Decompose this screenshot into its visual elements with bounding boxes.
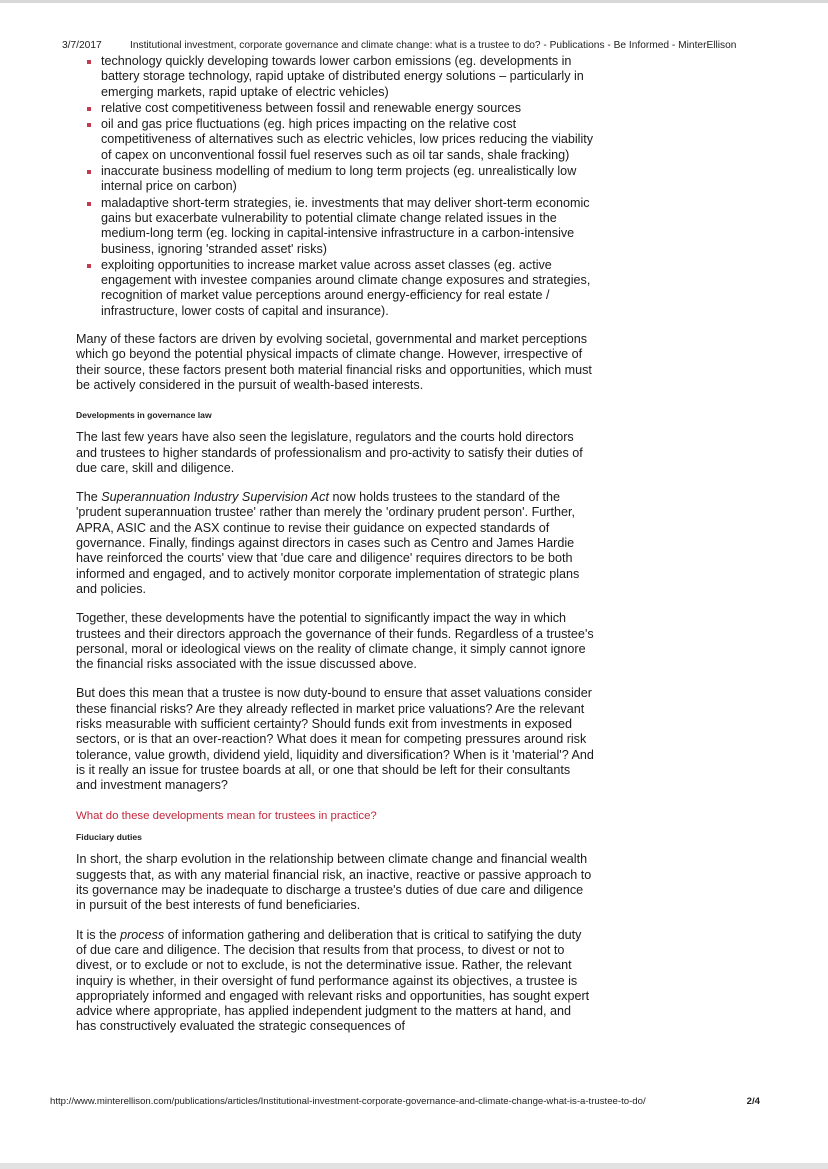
- print-date: 3/7/2017: [62, 40, 102, 51]
- paragraph-questions: But does this mean that a trustee is now duty-bound to ensure that asset valuations consider these financial risks? Are they already reflected in market price valuations? Are the relevant risks measurable with sufficient certainty? Should funds exit from investments in exposed sectors, or is that an over-reaction? What does it mean for competing pressures around risk tolerance, value growth, dividend yield, liquidity and diversification? When is it 'material'? And is it really an issue for trustee boards at all, or one that should be left for their consultants and investment managers?: [76, 686, 594, 793]
- act-name: Superannuation Industry Supervision Act: [101, 490, 329, 505]
- list-item: technology quickly developing towards lower carbon emissions (eg. developments in battery storage technology, rapid uptake of distributed energy solutions – particularly in emerging markets, rapid uptake of electric vehicles): [97, 54, 594, 100]
- risk-factor-list: [76, 54, 594, 319]
- list-item: inaccurate business modelling of medium to long term projects (eg. unrealistically low internal price on carbon): [97, 164, 594, 195]
- paragraph-process-lead: It is the: [76, 927, 121, 942]
- section-heading-in-practice: What do these developments mean for trustees in practice?: [76, 810, 377, 823]
- paragraph-process-rest: of information gathering and deliberation that is critical to satifying the duty of due care and diligence. The decision that results from that process, to divest or not to divest, or to exclude or not to exclude, is not the determinative issue. Rather, the relevant inquiry is whether, in their oversight of fund performance against its objectives, a trustee is appropriately informed and engaged with relevant risks and opportunities, has sought expert advice where appropriate, has applied independent judgment to the matters at hand, and has constructively evaluated the strategic consequences of: [76, 927, 590, 1034]
- print-footer: [50, 1096, 760, 1107]
- scan-edge-top: [0, 0, 828, 3]
- paragraph-factors: Many of these factors are driven by evolving societal, governmental and market perceptions which go beyond the potential physical impacts of climate change. However, irrespective of their source, these factors present both material financial risks and opportunities, which must be actively considered in the pursuit of wealth-based interests.: [76, 332, 592, 392]
- page-number: 2/4: [746, 1096, 760, 1107]
- scan-edge-bottom: [0, 1163, 828, 1169]
- paragraph-sis-act: [76, 490, 594, 597]
- list-item: maladaptive short-term strategies, ie. investments that may deliver short-term economic gains but exacerbate vulnerability to potential climate change related issues in the medium-long term (eg. locking in capital-intensive infrastructure in a carbon-intensive business, ignoring 'stranded asset' risks): [97, 196, 594, 257]
- footer-url: http://www.minterellison.com/publications/articles/Institutional-investment-corporate-governance-and-climate-change-what-is-a-trustee-to-do/: [50, 1096, 646, 1107]
- list-item: relative cost competitiveness between fossil and renewable energy sources: [97, 101, 594, 116]
- process-emphasis: process: [120, 927, 165, 942]
- subheading-fiduciary-duties: Fiduciary duties: [76, 832, 142, 843]
- list-item: exploiting opportunities to increase market value across asset classes (eg. active engagement with investee companies around climate change exposures and strategies, recognition of market value perceptions around energy-efficiency for real estate / infrastructure, lower costs of capital and insurance).: [97, 258, 594, 319]
- print-title: Institutional investment, corporate governance and climate change: what is a trustee to do? - Publications - Be Informed - MinterEllison: [130, 40, 737, 51]
- paragraph-together: Together, these developments have the potential to significantly impact the way in which trustees and their directors approach the governance of their funds. Regardless of a trustee's personal, moral or ideological views on the reality of climate change, it simply cannot ignore the financial risks associated with the issue discussed above.: [76, 611, 594, 672]
- paragraph-sis-lead: The: [76, 490, 102, 505]
- paragraph-legislature: The last few years have also seen the legislature, regulators and the courts hold directors and trustees to higher standards of professionalism and pro-activity to satisfy their duties of due care, skill and diligence.: [76, 430, 583, 475]
- subheading-governance-law: Developments in governance law: [76, 410, 212, 421]
- paragraph-sis-rest: now holds trustees to the standard of the 'prudent superannuation trustee' rather than merely the 'ordinary prudent person'. Further, APRA, ASIC and the ASX continue to revise their guidance on expected standards of governance. Finally, findings against directors in cases such as Centro and James Hardie have reinforced the courts' view that 'due care and diligence' requires directors to be both informed and engaged, and to actively monitor corporate implementation of strategic plans and policies.: [76, 490, 580, 596]
- list-item: oil and gas price fluctuations (eg. high prices impacting on the relative cost competitiveness of alternatives such as electric vehicles, low prices reducing the viability of capex on unconventional fossil fuel reserves such as oil tar sands, shale fracking): [97, 117, 594, 163]
- print-header: [62, 40, 762, 51]
- paragraph-in-short: In short, the sharp evolution in the relationship between climate change and financial wealth suggests that, as with any material financial risk, an inactive, reactive or passive approach to its governance may be inadequate to discharge a trustee's duties of due care and diligence in pursuit of the best interests of fund beneficiaries.: [76, 852, 592, 913]
- article-body: [76, 54, 594, 1035]
- paragraph-process: [76, 928, 594, 1035]
